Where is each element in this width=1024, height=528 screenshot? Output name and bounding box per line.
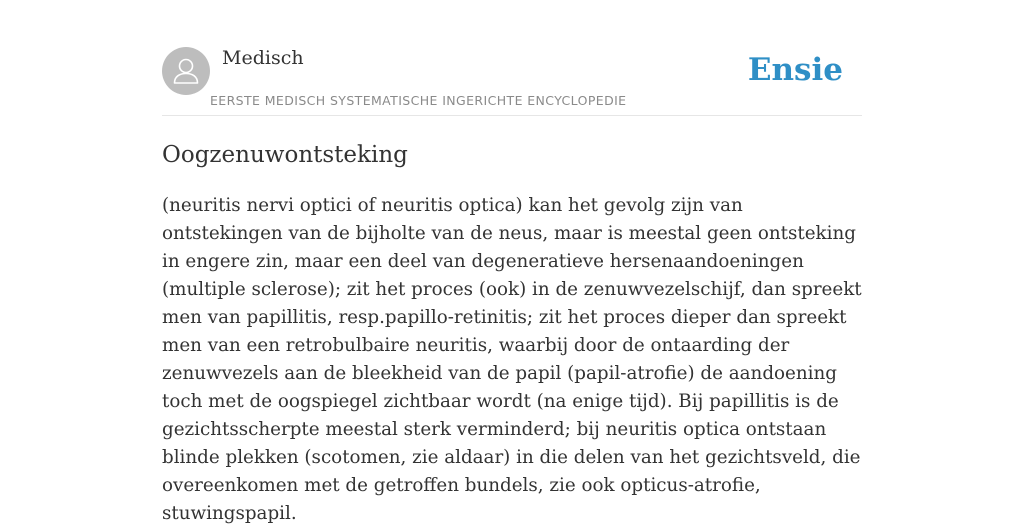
- user-icon: [162, 47, 210, 95]
- source-subtitle: EERSTE MEDISCH SYSTEMATISCHE INGERICHTE ENCYCLOPEDIE: [210, 93, 627, 108]
- article-title: Oogzenuwontsteking: [162, 142, 408, 168]
- source-header: [162, 0, 862, 116]
- source-name[interactable]: Medisch: [222, 47, 304, 69]
- brand-logo[interactable]: Ensie: [747, 52, 843, 88]
- article-body: (neuritis nervi optici of neuritis optica) kan het gevolg zijn van ontstekingen van de bijholte van de neus, maar is meestal geen ontsteking in engere zin, maar een deel van degeneratieve hersenaandoeningen (multiple sclerose); zit het proces (ook) in de zenuwvezelschijf, dan spreekt men van papillitis, resp.papillo-retinitis; zit het proces dieper dan spreekt men van een retrobulbaire neuritis, waarbij door de ontaarding der zenuwvezels aan de bleekheid van de papil (papil-atrofie) de aandoening toch met de oogspiegel zichtbaar wordt (na enige tijd). Bij papillitis is de gezichtsscherpte meestal sterk verminderd; bij neuritis optica ontstaan blinde plekken (scotomen, zie aldaar) in die delen van het gezichtsveld, die overeenkomen met de getroffen bundels, zie ook opticus-atrofie, stuwingspapil.: [162, 195, 862, 524]
- content-container: [162, 0, 862, 524]
- avatar[interactable]: [162, 47, 210, 95]
